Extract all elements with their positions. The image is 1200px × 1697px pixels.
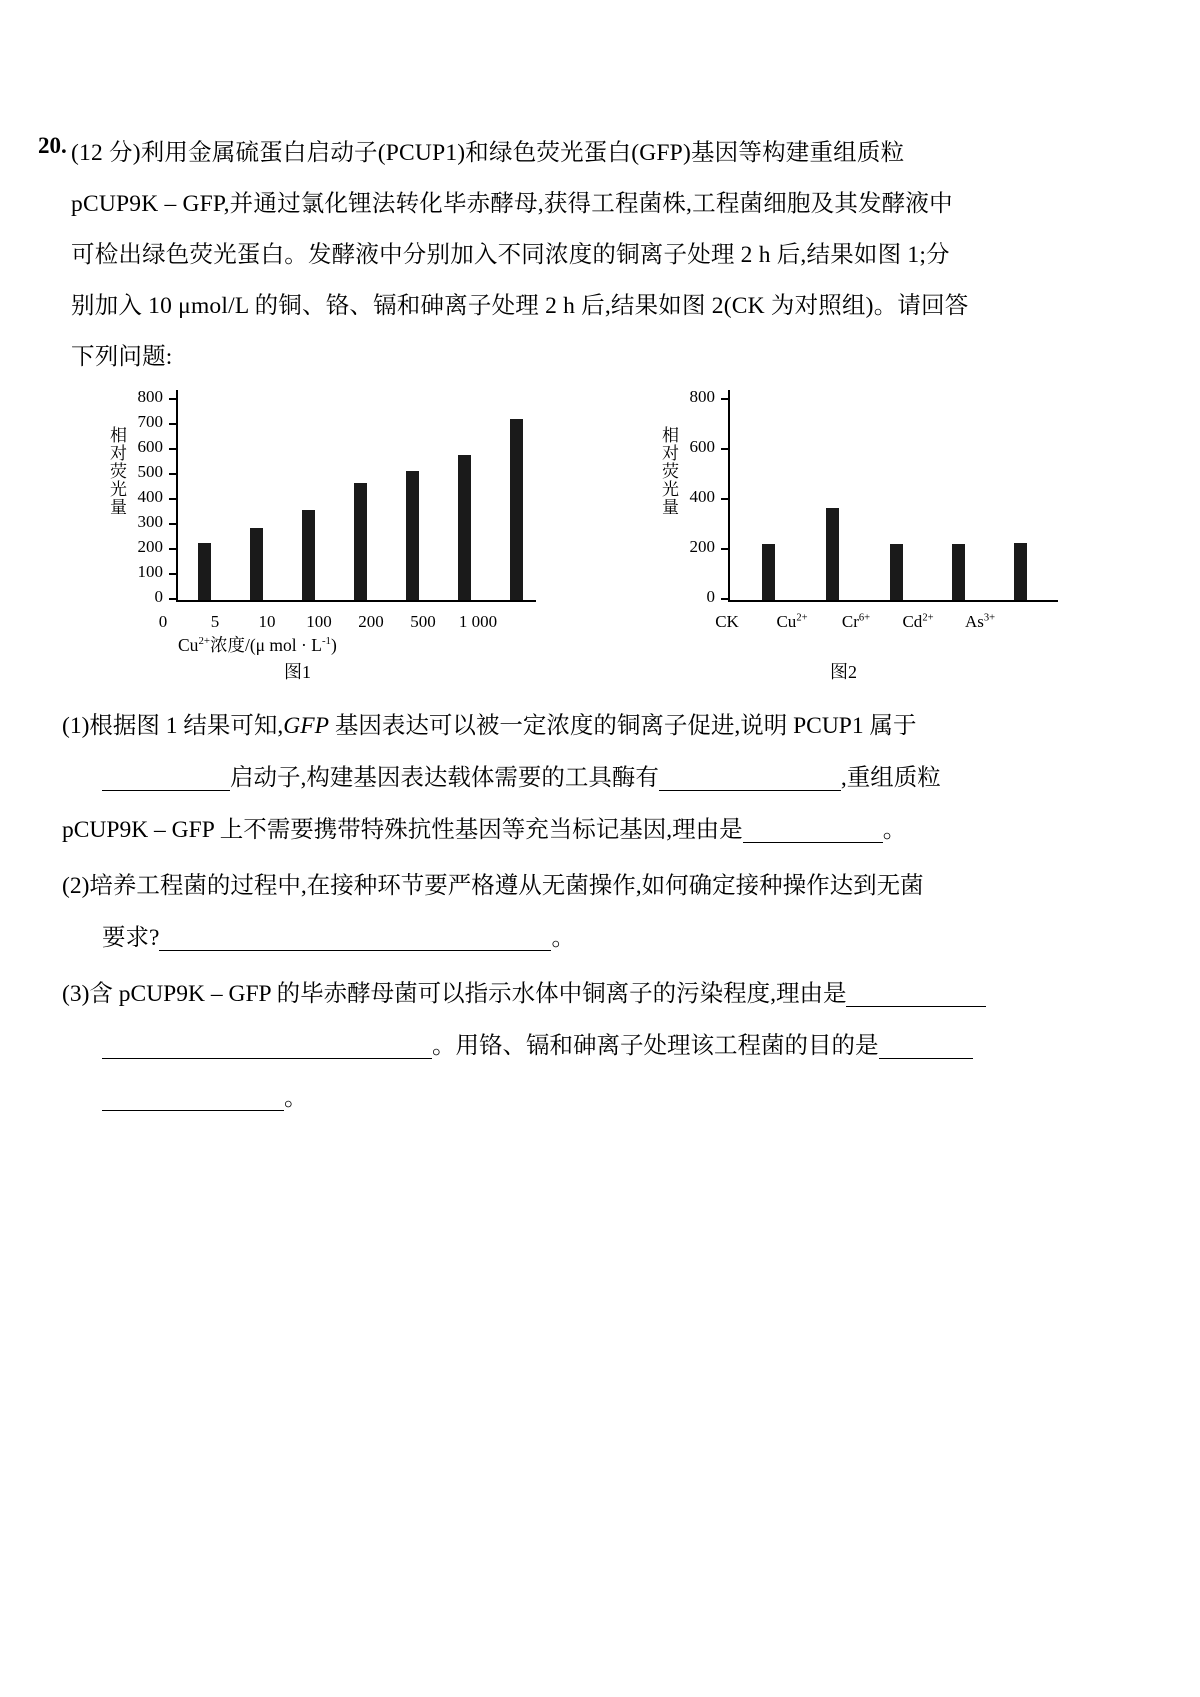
figure-2-bar xyxy=(952,544,965,600)
figure-1-bar xyxy=(458,455,471,600)
figure-1-ytick-label-200: 200 xyxy=(137,537,163,556)
figure-2-xtick-label: $Cd^{2+}$ xyxy=(902,612,934,631)
figure-1-xtick-label: 10 xyxy=(258,612,276,631)
figure-2-ytick-600 xyxy=(689,437,728,456)
sub-question-3 xyxy=(62,968,1082,1124)
sub-1-label: (1) xyxy=(62,713,90,739)
figure-1-bar xyxy=(250,528,263,601)
sub-question-1-line-2 xyxy=(62,752,1082,804)
figure-2-ytick-800 xyxy=(689,387,728,406)
answer-blank[interactable] xyxy=(659,763,841,791)
figure-2-xtick-label: CK xyxy=(715,612,739,631)
figure-1-ytick-label-800: 800 xyxy=(137,387,163,406)
sub-1-text-b: 基因表达可以被一定浓度的铜离子促进,说明 PCUP1 属于 xyxy=(328,713,917,739)
figure-2-xtick-label: $As^{3+}$ xyxy=(964,612,996,631)
sub-question-1-line-1 xyxy=(62,700,1082,752)
figure-1-ytick-label-400: 400 xyxy=(137,487,163,506)
figure-2 xyxy=(640,382,1130,682)
figure-1-xtick-label: 500 xyxy=(410,612,436,631)
figure-1-ytick-label-300: 300 xyxy=(137,512,163,531)
stem-line-2: pCUP9K – GFP,并通过氯化锂法转化毕赤酵母,获得工程菌株,工程菌细胞及其发酵液中 xyxy=(71,191,953,217)
figure-1-x-axis xyxy=(176,600,536,602)
figure-1-xtick-label: 100 xyxy=(306,612,332,631)
answer-blank[interactable] xyxy=(879,1031,973,1059)
figure-1-ytick-600 xyxy=(137,437,176,456)
stem-line-4: 别加入 10 μmol/L 的铜、铬、镉和砷离子处理 2 h 后,结果如图 2(CK 为对照组)。请回答 xyxy=(71,293,969,319)
figure-2-xtick-label: $Cu^{2+}$ xyxy=(776,612,808,631)
figure-2-ytick-label-400: 400 xyxy=(689,487,715,506)
figure-1-ytick-500 xyxy=(137,462,176,481)
figure-2-ytick-label-600: 600 xyxy=(689,437,715,456)
answer-blank[interactable] xyxy=(102,1031,432,1059)
sub-1-text-c: 启动子,构建基因表达载体需要的工具酶有 xyxy=(230,765,659,791)
figure-2-ytick-label-200: 200 xyxy=(689,537,715,556)
question-stem xyxy=(38,128,1078,383)
figure-1-ytick-100 xyxy=(137,562,176,581)
sub-question-1 xyxy=(62,700,1082,856)
figure-1-bar xyxy=(198,543,211,601)
figure-2-xtick-label: $Cr^{6+}$ xyxy=(841,612,871,631)
figure-2-ytick-400 xyxy=(689,487,728,506)
figure-2-bar xyxy=(826,508,839,601)
sub-2-text-a: 培养工程菌的过程中,在接种环节要严格遵从无菌操作,如何确定接种操作达到无菌 xyxy=(89,873,924,899)
figure-2-bar xyxy=(1014,543,1027,601)
figure-2-bars xyxy=(730,400,1058,600)
figure-2-ytick-label-0: 0 xyxy=(706,587,715,606)
figure-1-ytick-label-100: 100 xyxy=(137,562,163,581)
figure-1 xyxy=(88,382,578,682)
figure-1-bar xyxy=(302,510,315,600)
question-number: 20. xyxy=(38,133,67,158)
sub-1-text-d: ,重组质粒 xyxy=(840,765,941,791)
figure-1-bar xyxy=(354,483,367,601)
figure-1-ytick-label-700: 700 xyxy=(137,412,163,431)
stem-line-1: (12 分)利用金属硫蛋白启动子(PCUP1)和绿色荧光蛋白(GFP)基因等构建重组质粒 xyxy=(71,140,905,166)
figure-2-y-axis-label: 相对荧光量 xyxy=(659,426,678,516)
figure-1-ytick-0 xyxy=(154,587,176,606)
figure-1-axes xyxy=(136,387,536,631)
figure-1-bar xyxy=(510,419,523,600)
sub-3-text-c: 。 xyxy=(284,1085,308,1111)
figure-2-ytick-0 xyxy=(706,587,728,606)
figure-1-ytick-label-600: 600 xyxy=(137,437,163,456)
sub-question-2 xyxy=(62,860,1082,964)
sub-2-text-c: 。 xyxy=(551,925,575,951)
figure-2-ytick-200 xyxy=(689,537,728,556)
figure-1-ytick-800 xyxy=(137,387,176,406)
figure-1-ytick-200 xyxy=(137,537,176,556)
figure-1-bars xyxy=(178,400,536,600)
figures-container xyxy=(60,382,1140,682)
figure-1-ytick-700 xyxy=(137,412,176,431)
answer-blank[interactable] xyxy=(102,763,230,791)
sub-1-gene-name: GFP xyxy=(283,713,329,739)
sub-1-text-e: pCUP9K – GFP 上不需要携带特殊抗性基因等充当标记基因,理由是 xyxy=(62,817,743,843)
sub-question-3-line-1 xyxy=(62,968,1082,1020)
figure-2-bar xyxy=(762,544,775,600)
answer-blank[interactable] xyxy=(743,815,883,843)
figure-2-axes xyxy=(688,387,1058,631)
sub-question-2-line-2 xyxy=(62,912,1082,964)
figure-1-plot xyxy=(88,382,578,632)
answer-blank[interactable] xyxy=(159,923,551,951)
figure-1-ytick-300 xyxy=(137,512,176,531)
figure-2-ytick-label-800: 800 xyxy=(689,387,715,406)
figure-1-bar xyxy=(406,471,419,600)
sub-1-text-f: 。 xyxy=(882,817,907,843)
sub-3-text-b: 。用铬、镉和砷离子处理该工程菌的目的是 xyxy=(432,1033,879,1059)
sub-3-text-a: 含 pCUP9K – GFP 的毕赤酵母菌可以指示水体中铜离子的污染程度,理由是 xyxy=(89,981,847,1007)
sub-question-3-line-2 xyxy=(62,1020,1082,1072)
answer-blank[interactable] xyxy=(846,979,986,1007)
question-stem-text xyxy=(71,128,1078,383)
figure-1-xtick-label: 1 000 xyxy=(458,612,498,631)
figure-2-plot xyxy=(640,382,1130,632)
figure-1-xtick-label: 0 xyxy=(158,612,168,631)
sub-2-text-b: 要求? xyxy=(102,925,160,951)
sub-3-label: (3) xyxy=(62,981,90,1007)
figure-1-ytick-label-500: 500 xyxy=(137,462,163,481)
figure-1-xtick-label: 5 xyxy=(210,612,220,631)
stem-line-5: 下列问题: xyxy=(71,344,173,370)
figure-2-bar xyxy=(890,544,903,600)
figure-1-xtick-label: 200 xyxy=(358,612,384,631)
sub-1-text-a: 根据图 1 结果可知, xyxy=(89,713,284,739)
figure-1-ytick-label-0: 0 xyxy=(154,587,163,606)
sub-question-2-line-1 xyxy=(62,860,1082,912)
figure-2-caption: 图2 xyxy=(830,662,857,682)
stem-line-3: 可检出绿色荧光蛋白。发酵液中分别加入不同浓度的铜离子处理 2 h 后,结果如图 1;分 xyxy=(71,242,950,268)
sub-question-3-line-3 xyxy=(62,1072,1082,1124)
figure-1-ytick-400 xyxy=(137,487,176,506)
figure-1-y-axis-label: 相对荧光量 xyxy=(107,426,126,516)
sub-question-1-line-3 xyxy=(62,804,1082,856)
sub-questions xyxy=(62,700,1082,1128)
figure-1-caption: 图1 xyxy=(284,662,311,682)
answer-blank[interactable] xyxy=(102,1083,284,1111)
sub-2-label: (2) xyxy=(62,873,90,899)
figure-2-x-axis xyxy=(728,600,1058,602)
figure-1-x-axis-label: $Cu^{2+}$浓度/(μ mol · $L^{-1}$) xyxy=(178,635,337,655)
